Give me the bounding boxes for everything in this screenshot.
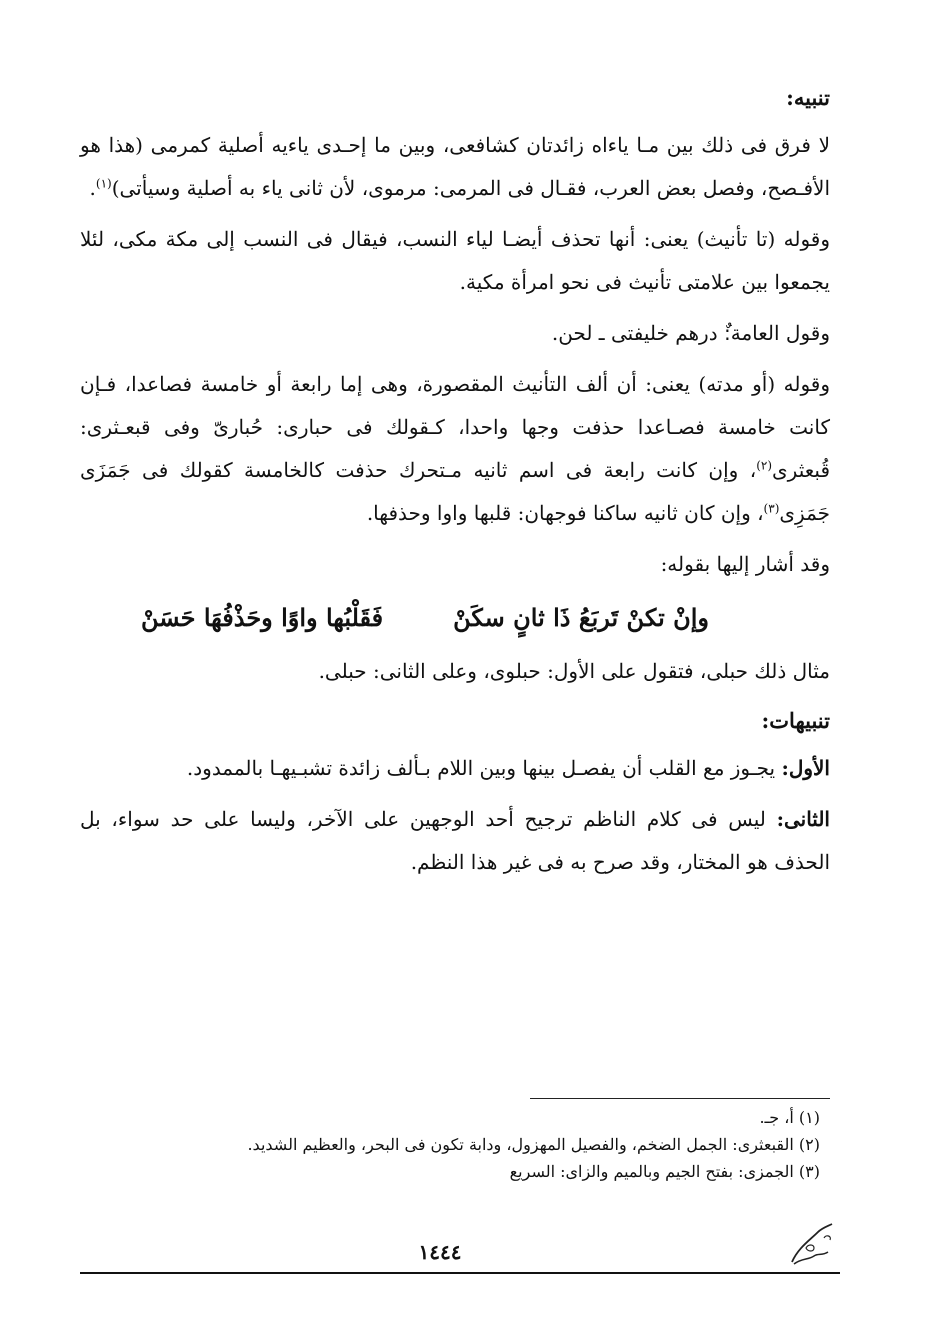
verse-first-hemistich: وإنْ تكنْ تَربَعُ ذَا ثانٍ سكَنْ [453,603,709,632]
paragraph-6: مثال ذلك حبلى، فتقول على الأول: حبلوى، وعلى الثانى: حبلى. [318,659,830,683]
paragraph-1-end: . [89,176,96,200]
footnote-ref-3: (٣) [763,501,780,516]
page-number: ١٤٤٤ [418,1240,462,1264]
paragraph-5: وقد أشار إليها بقوله: [660,552,830,576]
paragraph-8 [80,798,830,884]
paragraph-4 [80,363,830,535]
paragraph-2: وقوله (تا تأنيث) يعنى: أنها تحذف أيضـا لياء النسب، فيقال فى النسب إلى مكة مكى، لئلا يجمعوا بين علامتى تأنيث فى نحو امرأة مكية. [80,227,830,294]
footnote-1: (١) أ، جـ. [759,1108,820,1127]
paragraph-7 [80,747,830,790]
verse-second-hemistich: فَقَلْبُها واوًا وحَذْفُهَا حَسَنْ [141,603,384,632]
heading-tanbih: تنبيه: [786,85,830,110]
paragraph-1 [80,124,830,210]
footnote-divider [530,1098,830,1099]
paragraph-8-text: ليس فى كلام الناظم ترجيح أحد الوجهين على الآخر، وليسا على حد سواء، بل الحذف هو المختار، وقد صرح به فى غير هذا النظم. [80,807,830,874]
main-text [80,78,830,892]
bottom-divider [80,1272,840,1274]
paragraph-3: وقول العامة:ٌ درهم خليفتى ـ لحن. [551,321,830,345]
ornament-icon [788,1218,838,1268]
paragraph-4-part1: وقوله (أو مدته) يعنى: أن ألف التأنيث المقصورة، وهى إما رابعة أو خامسة فصاعدا، فـإن كانت خامسة فصـاعدا حذفت وجها واحدا، كـقولك فى حبارى: حُبارىّ وفى قبعـثرى: قُبعثرى [80,372,830,482]
heading-tanbihat: تنبيهات: [761,708,830,733]
paragraph-7-text: يجـوز مع القلب أن يفصـل بينها وبين اللام بـألف زائدة تشبـيهـا بالممدود. [186,756,782,780]
paragraph-4-part2: ، وإن كانت رابعة فى اسم ثانيه مـتحرك حذفت كالخامسة كقولك فى جَمَزَى جَمَزِى [80,458,830,525]
paragraph-4-part3: ، وإن كان ثانيه ساكنا فوجهان: قلبها واوا وحذفها. [366,501,764,525]
paragraph-1-text: لا فرق فى ذلك بين مـا ياءاه زائدتان كشافعى، وبين ما إحـدى ياءيه أصلية كمرمى (هذا هو الأفـصح، وفصل بعض العرب، فقـال فى المرمى: مرموى، لأن ثانى ياء به أصلية وسيأتى) [80,133,830,200]
footnote-ref-1: (١) [95,176,112,191]
paragraph-7-lead: الأول: [781,756,830,780]
footnote-ref-2: (٢) [756,458,773,473]
paragraph-8-lead: الثانى: [776,807,830,831]
poetry-verse [80,594,830,642]
footnotes [90,1104,820,1185]
footnote-3: (٣) الجمزى: بفتح الجيم وبالميم والزاى: السريع [509,1162,820,1181]
footnote-2: (٢) القبعثرى: الجمل الضخم، والفصيل المهزول، ودابة تكون فى البحر، والعظيم الشديد. [247,1135,820,1154]
